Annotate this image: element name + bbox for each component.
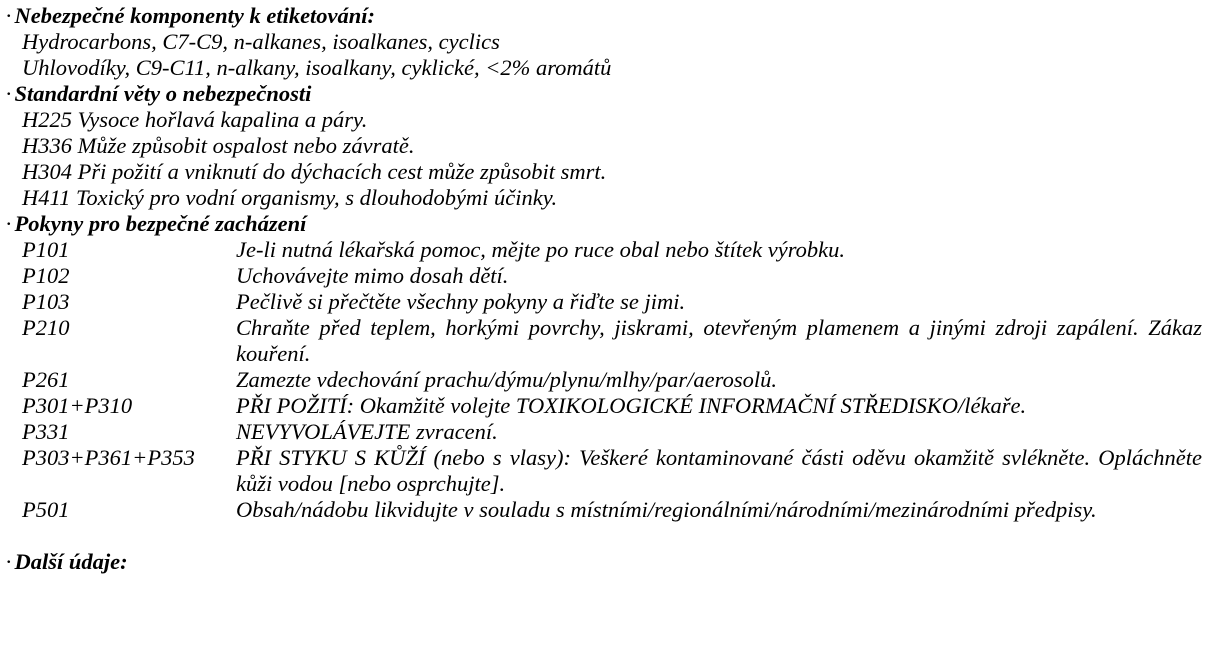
section-heading-labeling [5,3,1224,29]
bullet-dot: · [5,3,13,28]
precaution-code: P303+P361+P353 [22,445,195,470]
heading-text: Nebezpečné komponenty k etiketování: [14,3,376,28]
precaution-text: Chraňte před teplem, horkými povrchy, jiskrami, otevřeným plamenem a jinými zdroji zapálení. Zákaz kouření. [236,315,1202,366]
precaution-code: P103 [22,289,70,314]
section-heading-hazard [5,81,1224,107]
precaution-row [0,367,1224,393]
bullet-dot: · [5,211,13,236]
precaution-code: P301+P310 [22,393,133,418]
precaution-row [0,237,1224,263]
precaution-code: P102 [22,263,70,288]
section-heading-next [5,549,1224,575]
precaution-row [0,419,1224,445]
precaution-code: P101 [22,237,70,262]
precaution-text: NEVYVOLÁVEJTE zvracení. [236,419,498,444]
precaution-row [0,263,1224,289]
hazard-statement: H336 Může způsobit ospalost nebo závratě. [22,133,415,158]
precaution-text: PŘI STYKU S KŮŽÍ (nebo s vlasy): Veškeré kontaminované části oděvu okamžitě svlékněte. Opláchněte kůži vodou [nebo osprchujte]. [236,445,1202,496]
precaution-code: P261 [22,367,70,392]
precaution-text: Obsah/nádobu likvidujte v souladu s místními/regionálními/národními/mezinárodními předpisy. [236,497,1097,522]
precaution-code: P210 [22,315,70,340]
precaution-text: Uchovávejte mimo dosah dětí. [236,263,509,288]
precaution-text: PŘI POŽITÍ: Okamžitě volejte TOXIKOLOGICKÉ INFORMAČNÍ STŘEDISKO/lékaře. [236,393,1027,418]
sds-label-section [0,3,1224,575]
component-item: Hydrocarbons, C7-C9, n-alkanes, isoalkanes, cyclics [22,29,500,54]
precaution-text: Pečlivě si přečtěte všechny pokyny a řiďte se jimi. [236,289,686,314]
precaution-code: P331 [22,419,70,444]
hazard-statement: H411 Toxický pro vodní organismy, s dlouhodobými účinky. [22,185,558,210]
precaution-row [0,393,1224,419]
heading-text: Další údaje: [14,549,128,574]
precaution-row [0,445,1224,497]
heading-text: Standardní věty o nebezpečnosti [14,81,312,106]
bullet-dot: · [5,549,13,574]
section-heading-precaution [5,211,1224,237]
precaution-row [0,315,1224,367]
precaution-text: Zamezte vdechování prachu/dýmu/plynu/mlhy/par/aerosolů. [236,367,777,392]
hazard-statement: H304 Při požití a vniknutí do dýchacích cest může způsobit smrt. [22,159,607,184]
bullet-dot: · [5,81,13,106]
component-item: Uhlovodíky, C9-C11, n-alkany, isoalkany, cyklické, <2% aromátů [22,55,612,80]
hazard-statement: H225 Vysoce hořlavá kapalina a páry. [22,107,368,132]
precaution-row [0,497,1224,549]
precaution-code: P501 [22,497,70,522]
precaution-text: Je-li nutná lékařská pomoc, mějte po ruce obal nebo štítek výrobku. [236,237,845,262]
heading-text: Pokyny pro bezpečné zacházení [14,211,307,236]
precaution-row [0,289,1224,315]
